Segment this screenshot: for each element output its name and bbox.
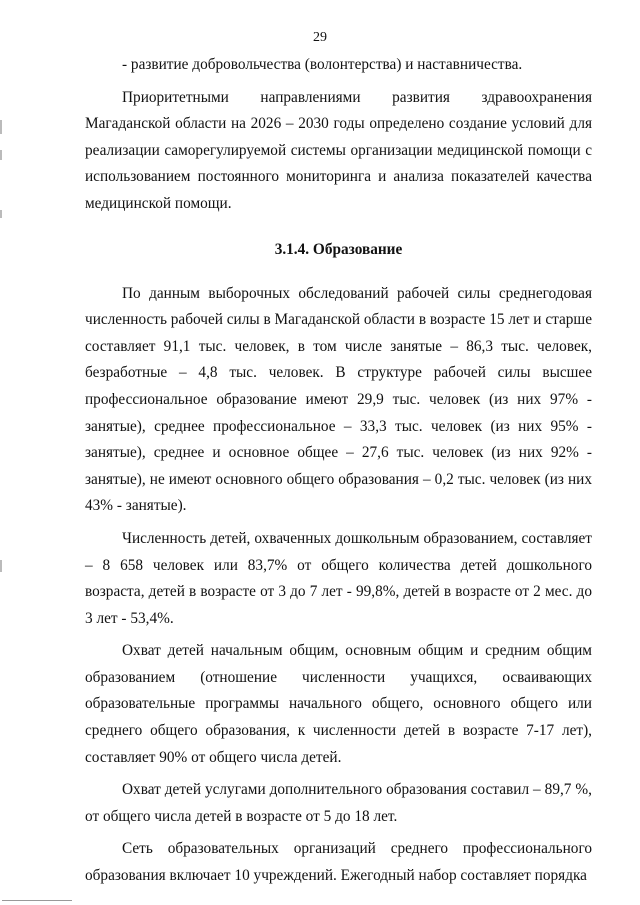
paragraph-general-education: Охват детей начальным общим, основным общим и средним общим образованием (отношение численности учащихся, осваивающих образовательные программы начального общего, основного общего или среднего общего образования, к численности детей в возрасте 7-17 лет), составляет 90% от общего числа детей. xyxy=(85,642,592,766)
paragraph-volunteering: - развитие добровольчества (волонтерства) и наставничества. xyxy=(122,56,523,73)
paragraph-healthcare-priorities: Приоритетными направлениями развития здравоохранения Магаданской области на 2026 – 2030 годы определено создание условий для реализации саморегулируемой системы организации медицинской помощи с использованием постоянного мониторинга и анализа показателей качества медицинской помощи. xyxy=(85,88,592,212)
paragraph-labor-force: По данным выборочных обследований рабочей силы среднегодовая численность рабочей силы в Магаданской области в возрасте 15 лет и старше составляет 91,1 тыс. человек, в том числе занятые – 86,3 тыс. человек, безработные – 4,8 тыс. человек. В структуре рабочей силы высшее профессиональное образование имеют 29,9 тыс. человек (из них 97% - занятые), среднее профессиональное – 33,3 тыс. человек (из них 95% - занятые), среднее и основное общее – 27,6 тыс. человек (из них 92% - занятые), не имеют основного общего образования – 0,2 тыс. человек (из них 43% - занятые). xyxy=(85,284,592,515)
page-number: 29 xyxy=(313,30,327,45)
paragraph-preschool: Численность детей, охваченных дошкольным образованием, составляет – 8 658 человек или 83,7% от общего количества детей дошкольного возраста, детей в возрасте от 3 до 7 лет - 99,8%, детей в возрасте от 2 мес. до 3 лет - 53,4%. xyxy=(85,529,592,627)
paragraph-additional-education: Охват детей услугами дополнительного образования составил – 89,7 %, от общего числа детей в возрасте от 5 до 18 лет. xyxy=(85,781,592,825)
bottom-rule xyxy=(2,900,72,901)
document-body xyxy=(85,52,592,890)
paragraph-vocational-network: Сеть образовательных организаций среднего профессионального образования включает 10 учреждений. Ежегодный набор составляет порядка xyxy=(85,840,592,885)
scan-edge-marks xyxy=(0,0,3,905)
section-heading: 3.1.4. Образование xyxy=(274,240,403,258)
